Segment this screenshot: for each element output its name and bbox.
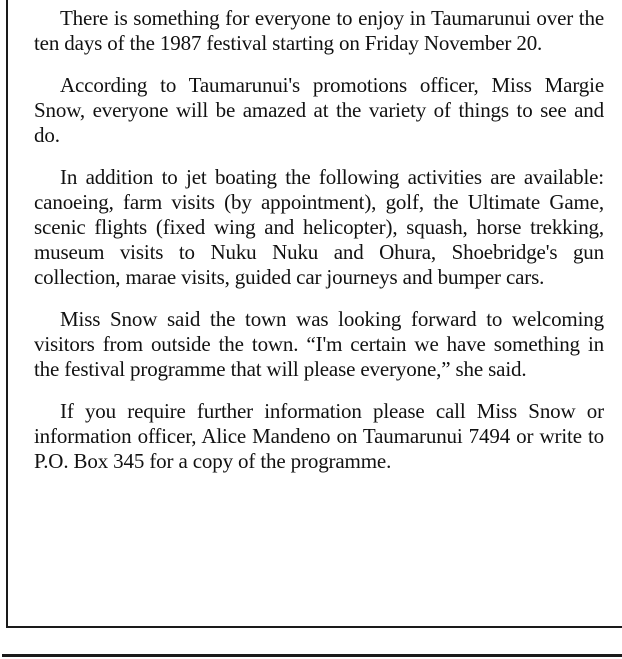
article-body xyxy=(34,6,604,491)
paragraph-promotions-officer: According to Taumarunui's promotions officer, Miss Margie Snow, everyone will be amazed at the variety of things to see and do. xyxy=(34,73,604,147)
paragraph-activities: In addition to jet boating the following activities are available: canoeing, farm visits (by appointment), golf, the Ultimate Game, scenic flights (fixed wing and helicopter), squash, horse trekking, museum visits to Nuku Nuku and Ohura, Shoebridge's gun collection, marae visits, guided car journeys and bumper cars. xyxy=(34,165,604,289)
bottom-divider-rule xyxy=(2,654,622,657)
paragraph-quote: Miss Snow said the town was looking forward to welcoming visitors from outside the town. “I'm certain we have something in the festival programme that will please everyone,” she said. xyxy=(34,307,604,381)
paragraph-contact-info: If you require further information please call Miss Snow or information officer, Alice Mandeno on Taumarunui 7494 or write to P.O. Box 345 for a copy of the programme. xyxy=(34,399,604,473)
paragraph-festival-intro: There is something for everyone to enjoy in Taumarunui over the ten days of the 1987 festival starting on Friday November 20. xyxy=(34,6,604,55)
